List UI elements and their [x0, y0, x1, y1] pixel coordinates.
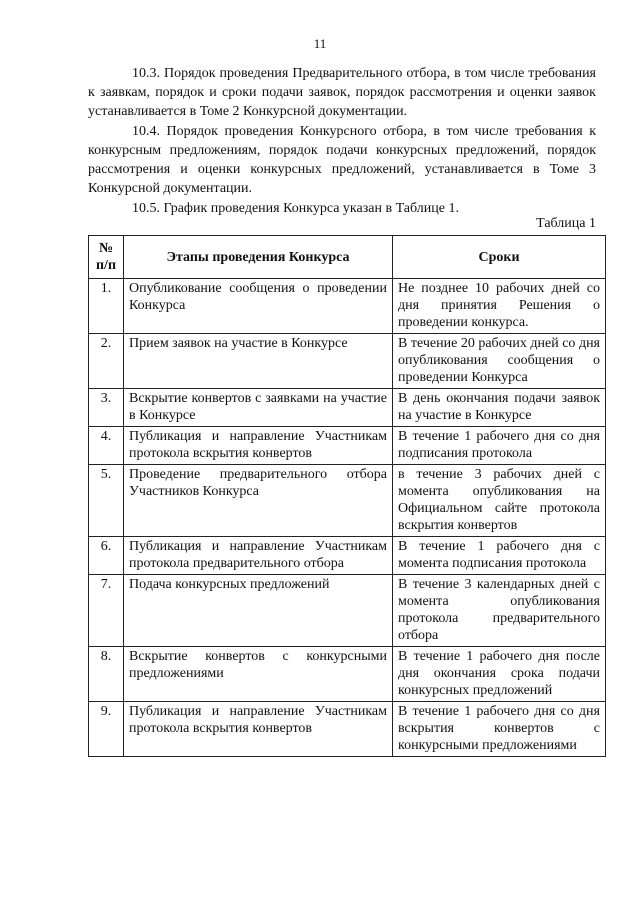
row-stage: Вскрытие конвертов с заявками на участие в Конкурсе: [124, 389, 393, 427]
header-number: № п/п: [89, 236, 124, 279]
row-stage: Публикация и направление Участникам протокола предварительного отбора: [124, 537, 393, 575]
row-stage: Опубликование сообщения о проведении Конкурса: [124, 279, 393, 334]
row-term: В течение 1 рабочего дня после дня окончания срока подачи конкурсных предложений: [393, 647, 606, 702]
row-term: В течение 3 календарных дней с момента опубликования протокола предварительного отбора: [393, 575, 606, 647]
row-number: 7.: [89, 575, 124, 647]
page-number: 11: [313, 36, 327, 51]
table-row: [89, 647, 606, 702]
row-term: В день окончания подачи заявок на участие в Конкурсе: [393, 389, 606, 427]
row-number: 2.: [89, 334, 124, 389]
row-number: 4.: [89, 427, 124, 465]
row-number: 8.: [89, 647, 124, 702]
row-term: В течение 20 рабочих дней со дня опубликования сообщения о проведении Конкурса: [393, 334, 606, 389]
table-row: [89, 537, 606, 575]
table-row: [89, 389, 606, 427]
row-number: 1.: [89, 279, 124, 334]
table-caption: Таблица 1: [536, 216, 596, 231]
row-stage: Проведение предварительного отбора Участников Конкурса: [124, 465, 393, 537]
table-header-row: [89, 236, 606, 279]
row-term: В течение 1 рабочего дня со дня подписания протокола: [393, 427, 606, 465]
table-row: [89, 427, 606, 465]
row-term: В течение 1 рабочего дня с момента подписания протокола: [393, 537, 606, 575]
header-stage: Этапы проведения Конкурса: [124, 236, 393, 279]
table-row: [89, 279, 606, 334]
table-row: [89, 465, 606, 537]
row-number: 6.: [89, 537, 124, 575]
schedule-table: [88, 235, 606, 757]
row-number: 5.: [89, 465, 124, 537]
paragraph-10-3: 10.3. Порядок проведения Предварительного отбора, в том числе требования к заявкам, порядок и сроки подачи заявок, порядок рассмотрения и оценки заявок устанавливается в Томе 2 Конкурсной документации.: [88, 66, 596, 119]
row-stage: Прием заявок на участие в Конкурсе: [124, 334, 393, 389]
row-term: Не позднее 10 рабочих дней со дня принятия Решения о проведении конкурса.: [393, 279, 606, 334]
row-term: В течение 1 рабочего дня со дня вскрытия конвертов с конкурсными предложениями: [393, 702, 606, 757]
paragraph-10-5: 10.5. График проведения Конкурса указан в Таблице 1.: [132, 201, 459, 216]
row-stage: Публикация и направление Участникам протокола вскрытия конвертов: [124, 702, 393, 757]
table-row: [89, 575, 606, 647]
row-stage: Публикация и направление Участникам протокола вскрытия конвертов: [124, 427, 393, 465]
table-row: [89, 702, 606, 757]
row-number: 9.: [89, 702, 124, 757]
row-term: в течение 3 рабочих дней с момента опубликования на Официальном сайте протокола вскрытия конвертов: [393, 465, 606, 537]
row-number: 3.: [89, 389, 124, 427]
row-stage: Подача конкурсных предложений: [124, 575, 393, 647]
paragraph-10-4: 10.4. Порядок проведения Конкурсного отбора, в том числе требования к конкурсным предложениям, порядок подачи конкурсных предложений, порядок рассмотрения и оценки конкурсных предложений, устанавливается в Томе 3 Конкурсной документации.: [88, 124, 596, 196]
row-stage: Вскрытие конвертов с конкурсными предложениями: [124, 647, 393, 702]
header-term: Сроки: [393, 236, 606, 279]
table-row: [89, 334, 606, 389]
